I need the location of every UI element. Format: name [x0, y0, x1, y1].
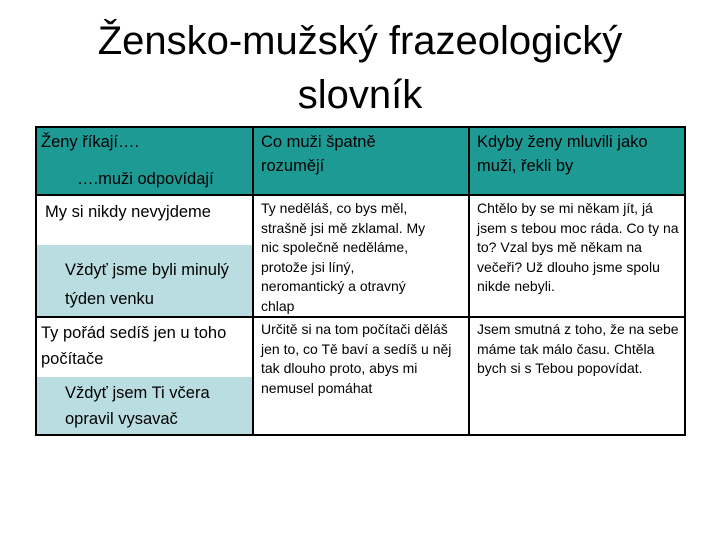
row1-woman-cell	[37, 195, 253, 245]
header-divider	[37, 194, 684, 196]
header-women-say: Ženy říkají….	[41, 133, 140, 151]
header-men-reply: ….muži odpovídají	[77, 170, 214, 188]
header-as-men: Kdyby ženy mluvili jako muži, řekli by	[477, 133, 648, 175]
header-misunderstood: Co muži špatně rozumějí	[261, 133, 376, 175]
row1-as-men-cell	[469, 195, 684, 317]
phrase-table	[35, 126, 686, 436]
header-cell-women-say	[37, 128, 253, 195]
row1-woman-text: My si nikdy nevyjdeme	[45, 203, 211, 221]
row2-man-cell	[37, 377, 253, 434]
title-line-2: slovník	[297, 73, 423, 117]
row2-woman-cell	[37, 317, 253, 377]
row-divider	[37, 316, 684, 318]
column-divider-2	[468, 128, 470, 434]
title-line-1: Žensko-mužský frazeologický	[97, 19, 623, 63]
row2-man-text: Vždyť jsem Ti včera opravil vysavač	[65, 384, 210, 428]
row2-as-men-cell	[469, 317, 684, 434]
row1-misunderstood-cell	[253, 195, 469, 317]
slide-title	[0, 14, 720, 122]
row1-as-men-text: Chtělo by se mi někam jít, já jsem s tebou moc ráda. Co ty na to? Vzal bys mě někam na večeři? Už dlouho jsme spolu nikde nebyli.	[477, 200, 679, 294]
header-cell-as-men	[469, 128, 684, 195]
row1-misunderstood-text: Ty neděláš, co bys měl, strašně jsi mě zklamal. My nic společně neděláme, protože jsi líný, neromantický a otravný chlap	[261, 200, 426, 314]
column-divider-1	[252, 128, 254, 434]
row2-misunderstood-cell	[253, 317, 469, 434]
row1-man-text: Vždyť jsme byli minulý týden venku	[65, 261, 229, 308]
row1-man-cell	[37, 245, 253, 317]
row2-woman-text: Ty pořád sedíš jen u toho počítače	[41, 324, 227, 368]
header-cell-misunderstood	[253, 128, 469, 195]
row2-as-men-text: Jsem smutná z toho, že na sebe máme tak málo času. Chtěla bych si s Tebou popovídat.	[477, 321, 679, 376]
row2-misunderstood-text: Určitě si na tom počítači děláš jen to, co Tě baví a sedíš u něj tak dlouho proto, abys mi nemusel pomáhat	[261, 321, 452, 396]
